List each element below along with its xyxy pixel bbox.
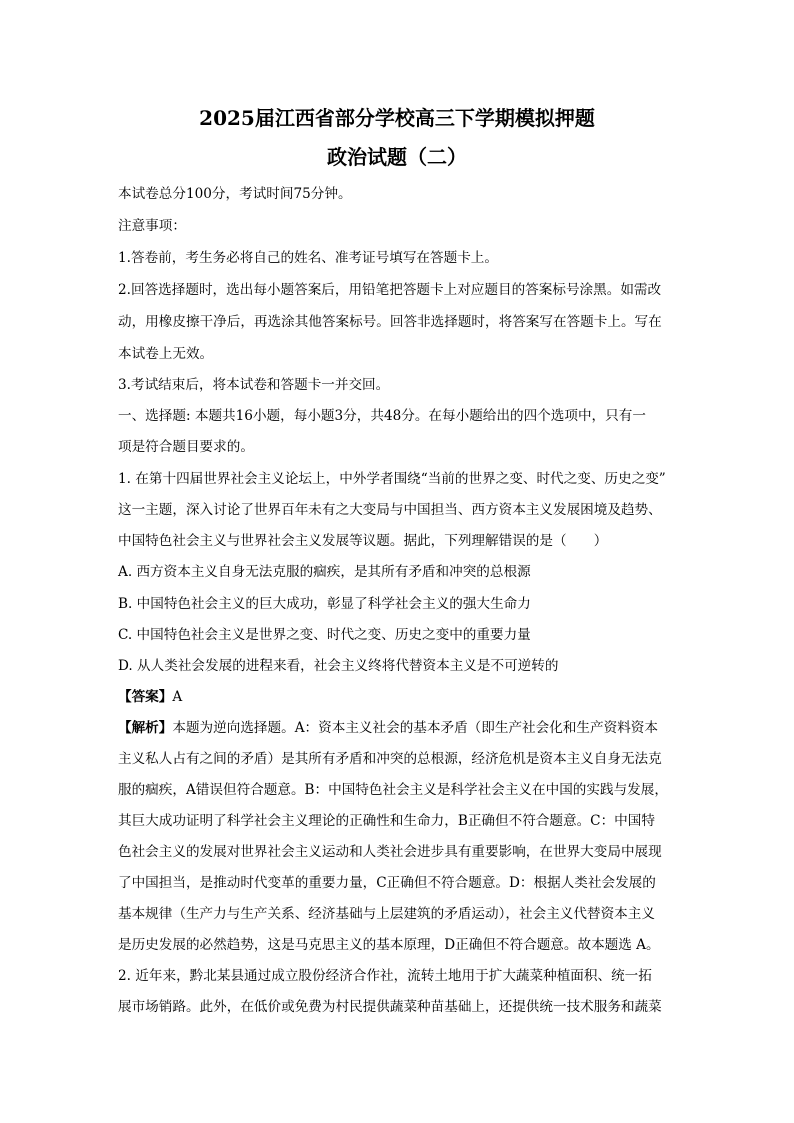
question-1-analysis-line-7: 基本规律（生产力与生产关系、经济基础与上层建筑的矛盾运动），社会主义代替资本主义 — [118, 906, 655, 922]
answer-value: A — [172, 689, 183, 705]
question-2-stem-line-1: 2. 近年来，黔北某县通过成立股份经济合作社，流转土地用于扩大蔬菜种植面积、统一拓 — [118, 968, 652, 984]
question-1-analysis-line-5: 色社会主义的发展对世界社会主义运动和人类社会进步具有重要影响，在世界大变局中展现 — [118, 844, 662, 860]
question-1-option-d: D. 从人类社会发展的进程来看，社会主义终将代替资本主义是不可逆转的 — [118, 658, 559, 674]
section-heading-line-1: 一、选择题: 本题共16小题，每小题3分，共48分。在每小题给出的四个选项中，只有一 — [118, 408, 646, 424]
document-subtitle: 政治试题（二） — [327, 145, 467, 169]
question-1-analysis-line-2: 主义私人占有之间的矛盾）是其所有矛盾和冲突的总根源，经济危机是资本主义自身无法克 — [118, 751, 662, 767]
question-1-answer — [118, 687, 182, 707]
notice-item-3: 3.考试结束后，将本试卷和答题卡一并交回。 — [118, 377, 390, 393]
question-1-analysis-line-3: 服的痼疾，A错误但符合题意。B：中国特色社会主义是科学社会主义在中国的实践与发展， — [118, 782, 668, 798]
notice-item-2-line-1: 2.回答选择题时，选出每小题答案后，用铅笔把答题卡上对应题目的答案标号涂黑。如需改 — [118, 282, 662, 298]
analysis-text: 本题为逆向选择题。A：资本主义社会的基本矛盾（即生产社会化和生产资料资本 — [172, 720, 658, 736]
question-1-analysis-line-4: 其巨大成功证明了科学社会主义理论的正确性和生命力，B正确但不符合题意。C：中国特 — [118, 813, 655, 829]
notice-item-1: 1.答卷前，考生务必将自己的姓名、准考证号填写在答题卡上。 — [118, 250, 498, 266]
document-title: 2025届江西省部分学校高三下学期模拟押题 — [199, 106, 595, 130]
analysis-label: 【解析】 — [118, 720, 173, 736]
exam-total-note: 本试卷总分100分，考试时间75分钟。 — [118, 186, 352, 202]
question-1-analysis-line-8: 是历史发展的必然趋势，这是马克思主义的基本原理，D正确但不符合题意。故本题选 A。 — [118, 937, 660, 953]
question-1-stem-line-2: 这一主题，深入讨论了世界百年未有之大变局与中国担当、西方资本主义发展困境及趋势、 — [118, 502, 662, 518]
question-2-stem-line-2: 展市场销路。此外，在低价或免费为村民提供蔬菜种苗基础上，还提供统一技术服务和蔬菜 — [118, 999, 662, 1015]
notice-item-2-line-2: 动，用橡皮擦干净后，再选涂其他答案标号。回答非选择题时，将答案写在答题卡上。写在 — [118, 314, 662, 330]
question-1-stem-line-3: 中国特色社会主义与世界社会主义发展等议题。据此，下列理解错误的是（ ） — [118, 533, 608, 549]
question-1-option-a: A. 西方资本主义自身无法克服的痼疾，是其所有矛盾和冲突的总根源 — [118, 564, 531, 580]
question-1-option-b: B. 中国特色社会主义的巨大成功，彰显了科学社会主义的强大生命力 — [118, 596, 531, 612]
section-heading-line-2: 项是符合题目要求的。 — [118, 439, 254, 455]
question-1-stem-line-1: 1. 在第十四届世界社会主义论坛上，中外学者围绕“当前的世界之变、时代之变、历史之变” — [118, 471, 666, 487]
answer-label: 【答案】 — [118, 689, 173, 705]
notice-item-2-line-3: 本试卷上无效。 — [118, 346, 214, 362]
question-1-analysis-line-1 — [118, 718, 658, 738]
question-1-option-c: C. 中国特色社会主义是世界之变、时代之变、历史之变中的重要力量 — [118, 627, 531, 643]
notice-label: 注意事项： — [118, 218, 186, 234]
question-1-analysis-line-6: 了中国担当，是推动时代变革的重要力量，C正确但不符合题意。D：根据人类社会发展的 — [118, 875, 656, 891]
